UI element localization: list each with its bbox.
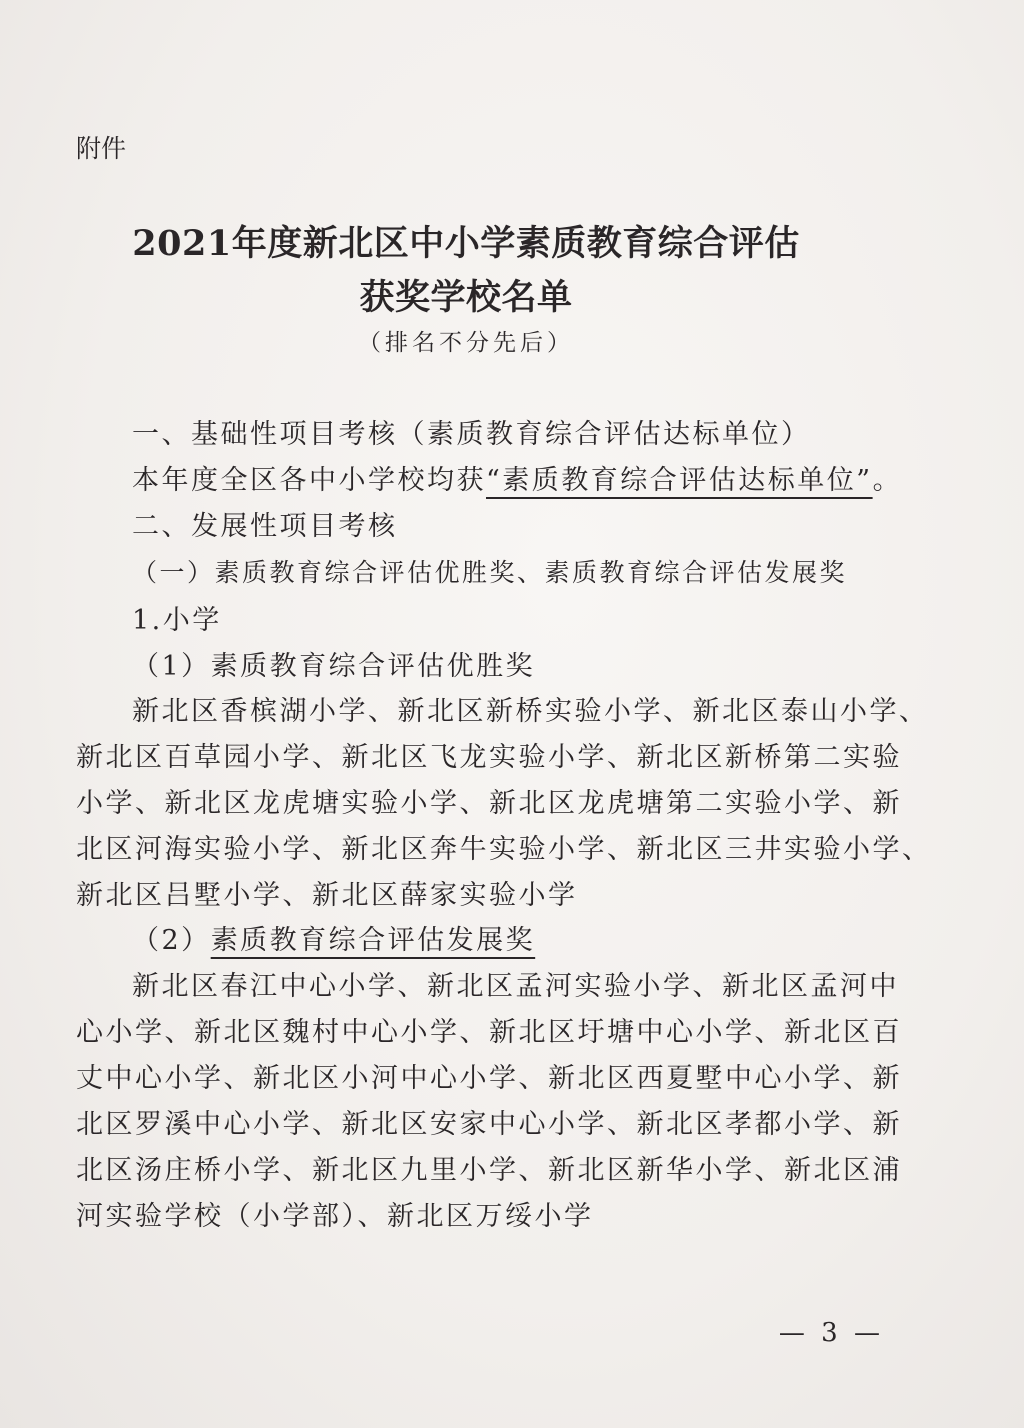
award1-heading: （1）素质教育综合评估优胜奖 <box>132 651 536 682</box>
section1-text-prefix: 本年度全区各中小学校均获 <box>132 465 486 496</box>
award2-line-1: 新北区春江中心小学、新北区孟河实验小学、新北区孟河中 <box>132 971 899 1002</box>
award1-line-3: 小学、新北区龙虎塘实验小学、新北区龙虎塘第二实验小学、新 <box>76 788 902 819</box>
title-line-2: 获奖学校名单 <box>359 277 573 318</box>
award1-line-4: 北区河海实验小学、新北区奔牛实验小学、新北区三井实验小学、 <box>76 834 932 865</box>
award1-line-5: 新北区吕墅小学、新北区薛家实验小学 <box>76 880 578 911</box>
award2-line-5: 北区汤庄桥小学、新北区九里小学、新北区新华小学、新北区浦 <box>76 1155 902 1186</box>
award2-heading-text: 素质教育综合评估发展奖 <box>210 925 536 956</box>
award2-heading-prefix: （2） <box>132 925 211 956</box>
award1-line-1: 新北区香槟湖小学、新北区新桥实验小学、新北区泰山小学、 <box>132 696 929 727</box>
section1-text-suffix: 。 <box>872 465 903 496</box>
award1-line-2: 新北区百草园小学、新北区飞龙实验小学、新北区新桥第二实验 <box>76 742 902 773</box>
title-line-1: 2021年度新北区中小学素质教育综合评估 <box>132 223 800 264</box>
section2-sub1-heading: （一）素质教育综合评估优胜奖、素质教育综合评估发展奖 <box>132 558 848 587</box>
primary-label: 1.小学 <box>132 605 222 636</box>
award2-line-6: 河实验学校（小学部）、新北区万绥小学 <box>76 1201 594 1232</box>
page-number: — 3 — <box>778 1318 884 1348</box>
attachment-label: 附件 <box>76 134 127 163</box>
award2-line-3: 丈中心小学、新北区小河中心小学、新北区西夏墅中心小学、新 <box>76 1063 902 1094</box>
section1-text-quoted: “素质教育综合评估达标单位” <box>486 465 873 496</box>
section1-text <box>132 464 902 498</box>
award2-heading <box>132 924 535 958</box>
section1-heading: 一、基础性项目考核（素质教育综合评估达标单位） <box>132 419 811 450</box>
award2-line-2: 心小学、新北区魏村中心小学、新北区圩塘中心小学、新北区百 <box>76 1017 902 1048</box>
award2-line-4: 北区罗溪中心小学、新北区安家中心小学、新北区孝都小学、新 <box>76 1109 902 1140</box>
subtitle: （排名不分先后） <box>358 330 574 356</box>
section2-heading: 二、发展性项目考核 <box>132 511 398 542</box>
